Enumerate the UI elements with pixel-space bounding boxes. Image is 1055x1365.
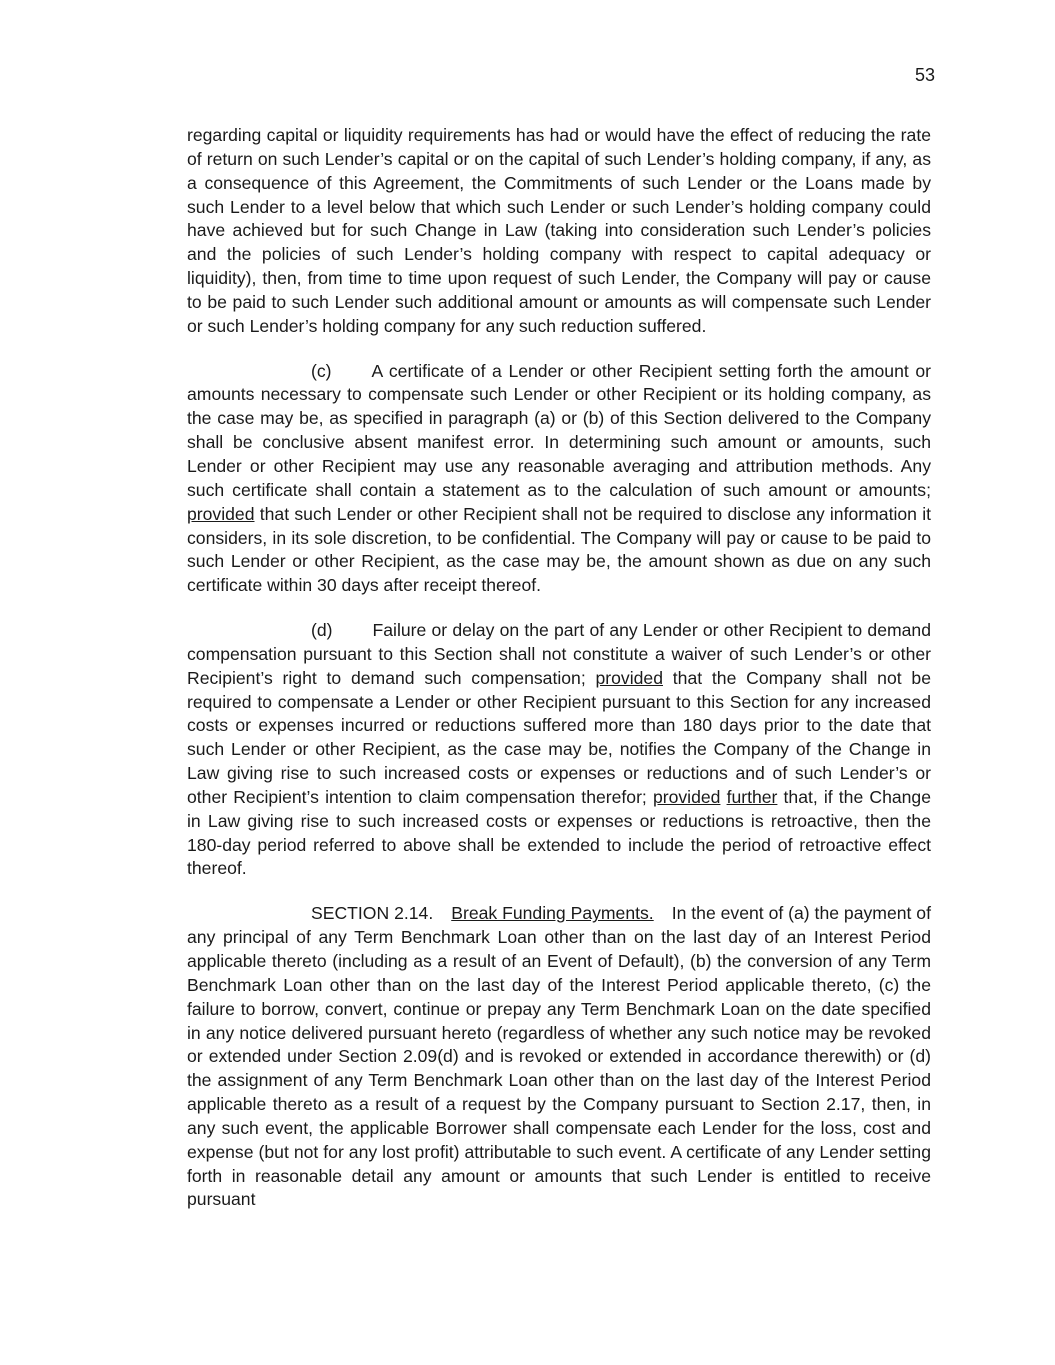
underlined-term: provided bbox=[652, 786, 721, 807]
paragraph-label: (d) bbox=[311, 620, 333, 641]
paragraph-c bbox=[187, 360, 931, 598]
paragraph-text: that the Company shall not be required to compensate a Lender or other Recipient pursuant to this Section for any increased costs or expenses incurred or reductions suffered more than 180 days prior to the date that such Lender or other Recipient, as the case may be, notifies the Company of the Change in Law giving rise to such increased costs or expenses or reductions and of such Lender’s or other Recipient’s intention to claim compensation therefor; bbox=[187, 667, 931, 807]
underlined-term: further bbox=[726, 786, 778, 807]
page-number: 53 bbox=[914, 65, 935, 85]
paragraph-d bbox=[187, 619, 931, 881]
paragraph-text: that such Lender or other Recipient shall not be required to disclose any information it considers, in its sole discretion, to be confidential. The Company will pay or cause to be paid to such Lender or other Recipient, as the case may be, the amount shown as due on any such certificate within 30 days after receipt thereof. bbox=[187, 503, 931, 596]
paragraph-text: Failure or delay on the part of any Lender or other Recipient to demand compensation pursuant to this Section shall not constitute a waiver of such Lender’s or other Recipient’s right to demand such compensation; bbox=[187, 620, 931, 688]
paragraph-text: that, if the Change in Law giving rise to such increased costs or expenses or reductions is retroactive, then the 180-day period referred to above shall be extended to include the period of retroactive effect thereof. bbox=[187, 786, 931, 879]
paragraph-text: regarding capital or liquidity requirements has had or would have the effect of reducing the rate of return on such Lender’s capital or on the capital of such Lender’s holding company, if any, as a consequence of this Agreement, the Commitments of such Lender or the Loans made by such Lender to a level below that which such Lender or such Lender’s holding company could have achieved but for such Change in Law (taking into consideration such Lender’s policies and the policies of such Lender’s holding company with respect to capital adequacy or liquidity), then, from time to time upon request of such Lender, the Company will pay or cause to be paid to such Lender such additional amount or amounts as will compensate such Lender or such Lender’s holding company for any such reduction suffered. bbox=[187, 125, 931, 336]
paragraph-label: (c) bbox=[311, 360, 332, 381]
document-body bbox=[187, 124, 931, 1233]
paragraph-continuation bbox=[187, 124, 931, 339]
underlined-term: provided bbox=[187, 503, 255, 524]
underlined-term: provided bbox=[595, 667, 663, 688]
section-number: SECTION 2.14. bbox=[311, 903, 434, 924]
section-2-14 bbox=[187, 902, 931, 1212]
paragraph-text: In the event of (a) the payment of any principal of any Term Benchmark Loan other than on the last day of an Interest Period applicable thereto (including as a result of an Event of Default), (b) the conversion of any Term Benchmark Loan other than on the last day of the Interest Period applicable thereto, (c) the failure to borrow, convert, continue or prepay any Term Benchmark Loan on the date specified in any notice delivered pursuant hereto (regardless of whether any such notice may be revoked or extended under Section 2.09(d) and is revoked or extended in accordance therewith) or (d) the assignment of any Term Benchmark Loan other than on the last day of the Interest Period applicable thereto as a result of a request by the Company pursuant to Section 2.17, then, in any such event, the applicable Borrower shall compensate each Lender for the loss, cost and expense (but not for any lost profit) attributable to such event. A certificate of any Lender setting forth in reasonable detail any amount or amounts that such Lender is entitled to receive pursuant bbox=[187, 903, 931, 1210]
paragraph-text: A certificate of a Lender or other Recipient setting forth the amount or amounts necessary to compensate such Lender or other Recipient or its holding company, as the case may be, as specified in paragraph (a) or (b) of this Section delivered to the Company shall be conclusive absent manifest error. In determining such amount or amounts, such Lender or other Recipient may use any reasonable averaging and attribution methods. Any such certificate shall contain a statement as to the calculation of such amount or amounts; bbox=[187, 360, 931, 500]
section-heading: Break Funding Payments. bbox=[451, 903, 654, 924]
